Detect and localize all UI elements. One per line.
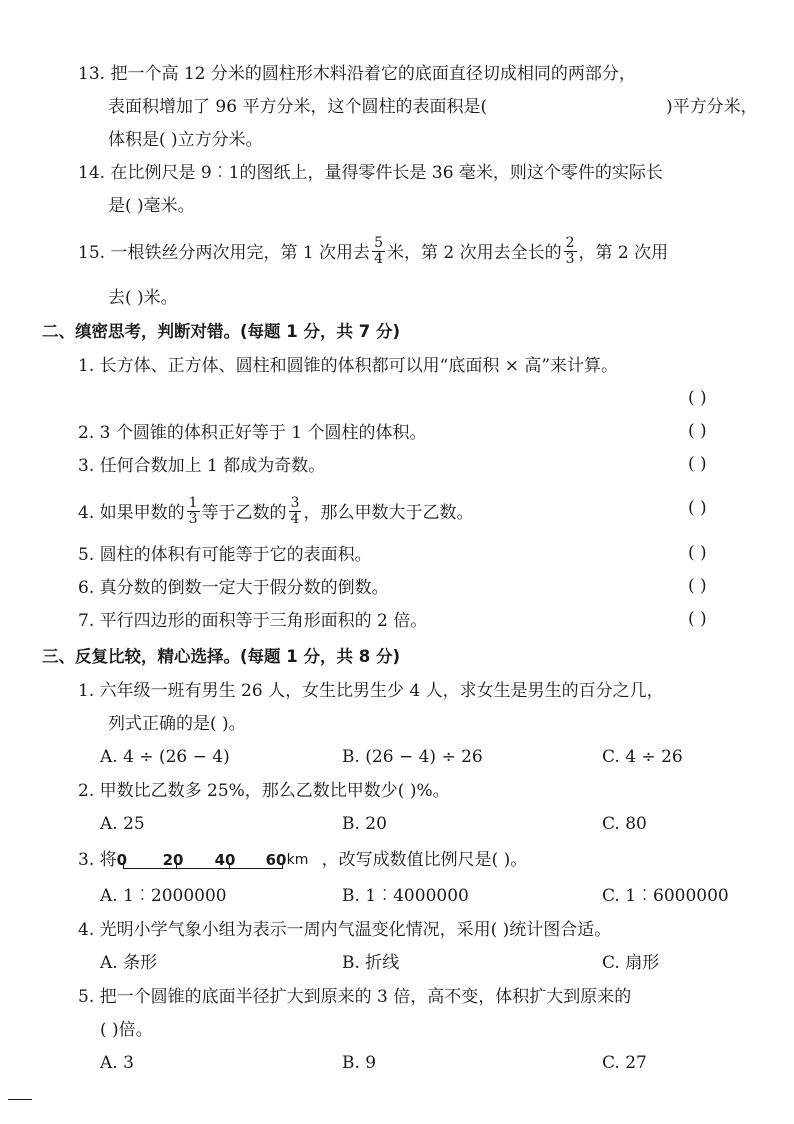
line-scale-diagram [117, 848, 322, 872]
judge-item-1: 1. 长方体、正方体、圆柱和圆锥的体积都可以用“底面积 × 高”来计算。 [78, 356, 619, 376]
judge-4-text-a: 4. 如果甲数的 [78, 503, 185, 523]
choice-4-line1: 4. 光明小学气象小组为表示一周内气温变化情况，采用( )统计图合适。 [78, 920, 612, 940]
choice-2-option-b[interactable]: B. 20 [342, 814, 387, 834]
section3-title: 三、反复比较，精心选择。(每题 1 分，共 8 分) [42, 647, 401, 666]
judge-item-5: 5. 圆柱的体积有可能等于它的表面积。 [78, 545, 372, 565]
scale-mark [229, 864, 230, 869]
scale-unit: km [286, 852, 309, 868]
frac-num: 1 [188, 495, 198, 511]
choice-1-line1: 1. 六年级一班有男生 26 人，女生比男生少 4 人，求女生是男生的百分之几， [78, 681, 664, 701]
scale-tick-20: 20 [162, 851, 184, 869]
frac-num: 3 [290, 495, 300, 511]
choice-2-option-c[interactable]: C. 80 [602, 814, 647, 834]
q13-line3: 体积是( )立方分米。 [108, 130, 263, 150]
fraction-3-4 [289, 496, 302, 527]
judge-4-text-c: ，那么甲数大于乙数。 [303, 503, 474, 523]
choice-5-option-b[interactable]: B. 9 [342, 1053, 377, 1073]
judge-answer-1[interactable]: ( ) [688, 388, 707, 408]
q15-text-a: 15. 一根铁丝分两次用完，第 1 次用去 [78, 243, 371, 263]
choice-1-option-a[interactable]: A. 4 ÷ (26 − 4) [100, 747, 230, 767]
judge-item-6: 6. 真分数的倒数一定大于假分数的倒数。 [78, 578, 389, 598]
choice-1-option-b[interactable]: B. (26 − 4) ÷ 26 [342, 747, 483, 767]
judge-answer-7[interactable]: ( ) [688, 609, 707, 629]
frac-den: 3 [565, 251, 575, 267]
page-bottom-rule [8, 1099, 32, 1100]
choice-5-option-a[interactable]: A. 3 [100, 1053, 134, 1073]
scale-mark [282, 864, 283, 869]
q13-line1: 13. 把一个高 12 分米的圆柱形木料沿着它的底面直径切成相同的两部分， [78, 64, 636, 84]
judge-answer-3[interactable]: ( ) [688, 454, 707, 474]
judge-answer-6[interactable]: ( ) [688, 576, 707, 596]
choice-3-pre: 3. 将 [78, 850, 117, 870]
scale-tick-40: 40 [214, 851, 236, 869]
scale-mark [123, 864, 124, 869]
q15-line1 [78, 235, 669, 269]
choice-3-option-b[interactable]: B. 1︰4000000 [342, 886, 469, 906]
judge-answer-4[interactable]: ( ) [688, 498, 707, 518]
choice-4-option-b[interactable]: B. 折线 [342, 953, 400, 973]
q15-text-b: 米，第 2 次用去全长的 [386, 243, 562, 263]
scale-tick-0: 0 [116, 851, 128, 869]
fraction-5-4 [372, 236, 385, 267]
choice-1-option-c[interactable]: C. 4 ÷ 26 [602, 747, 683, 767]
judge-answer-2[interactable]: ( ) [688, 421, 707, 441]
frac-den: 3 [188, 511, 198, 527]
choice-5-line2: ( )倍。 [100, 1020, 153, 1040]
frac-num: 2 [565, 235, 575, 251]
choice-3-option-c[interactable]: C. 1︰6000000 [602, 886, 729, 906]
judge-item-2: 2. 3 个圆锥的体积正好等于 1 个圆柱的体积。 [78, 423, 427, 443]
choice-2-option-a[interactable]: A. 25 [100, 814, 145, 834]
q14-line2: 是( )毫米。 [108, 196, 195, 216]
judge-item-4 [78, 495, 474, 529]
judge-item-3: 3. 任何合数加上 1 都成为奇数。 [78, 456, 326, 476]
choice-1-line2: 列式正确的是( )。 [108, 714, 246, 734]
q13-line2b: )平方分米， [666, 97, 758, 117]
judge-4-text-b: 等于乙数的 [201, 503, 287, 523]
q14-line1: 14. 在比例尺是 9︰1的图纸上，量得零件长是 36 毫米，则这个零件的实际长 [78, 163, 663, 183]
choice-5-option-c[interactable]: C. 27 [602, 1053, 647, 1073]
frac-den: 4 [374, 251, 383, 267]
section2-title: 二、缜密思考，判断对错。(每题 1 分，共 7 分) [42, 322, 401, 341]
choice-3-option-a[interactable]: A. 1︰2000000 [100, 886, 227, 906]
scale-tick-60: 60 [265, 851, 287, 869]
scale-mark [176, 864, 177, 869]
choice-4-option-a[interactable]: A. 条形 [100, 953, 158, 973]
choice-4-option-c[interactable]: C. 扇形 [602, 953, 660, 973]
q13-line2a: 表面积增加了 96 平方分米，这个圆柱的表面积是( [108, 97, 488, 117]
judge-item-7: 7. 平行四边形的面积等于三角形面积的 2 倍。 [78, 611, 428, 631]
choice-2-line1: 2. 甲数比乙数多 25%，那么乙数比甲数少( )%。 [78, 781, 450, 801]
scale-bar [123, 868, 283, 869]
q15-line2: 去( )米。 [108, 288, 178, 308]
fraction-2-3 [564, 236, 577, 267]
q15-text-c: ，第 2 次用 [578, 243, 669, 263]
judge-answer-5[interactable]: ( ) [688, 543, 707, 563]
frac-num: 5 [374, 235, 383, 251]
choice-3-line1 [78, 848, 527, 872]
choice-3-post: ，改写成数值比例尺是( )。 [321, 850, 528, 870]
choice-5-line1: 5. 把一个圆锥的底面半径扩大到原来的 3 倍，高不变，体积扩大到原来的 [78, 987, 632, 1007]
fraction-1-3 [187, 496, 200, 527]
frac-den: 4 [290, 511, 300, 527]
